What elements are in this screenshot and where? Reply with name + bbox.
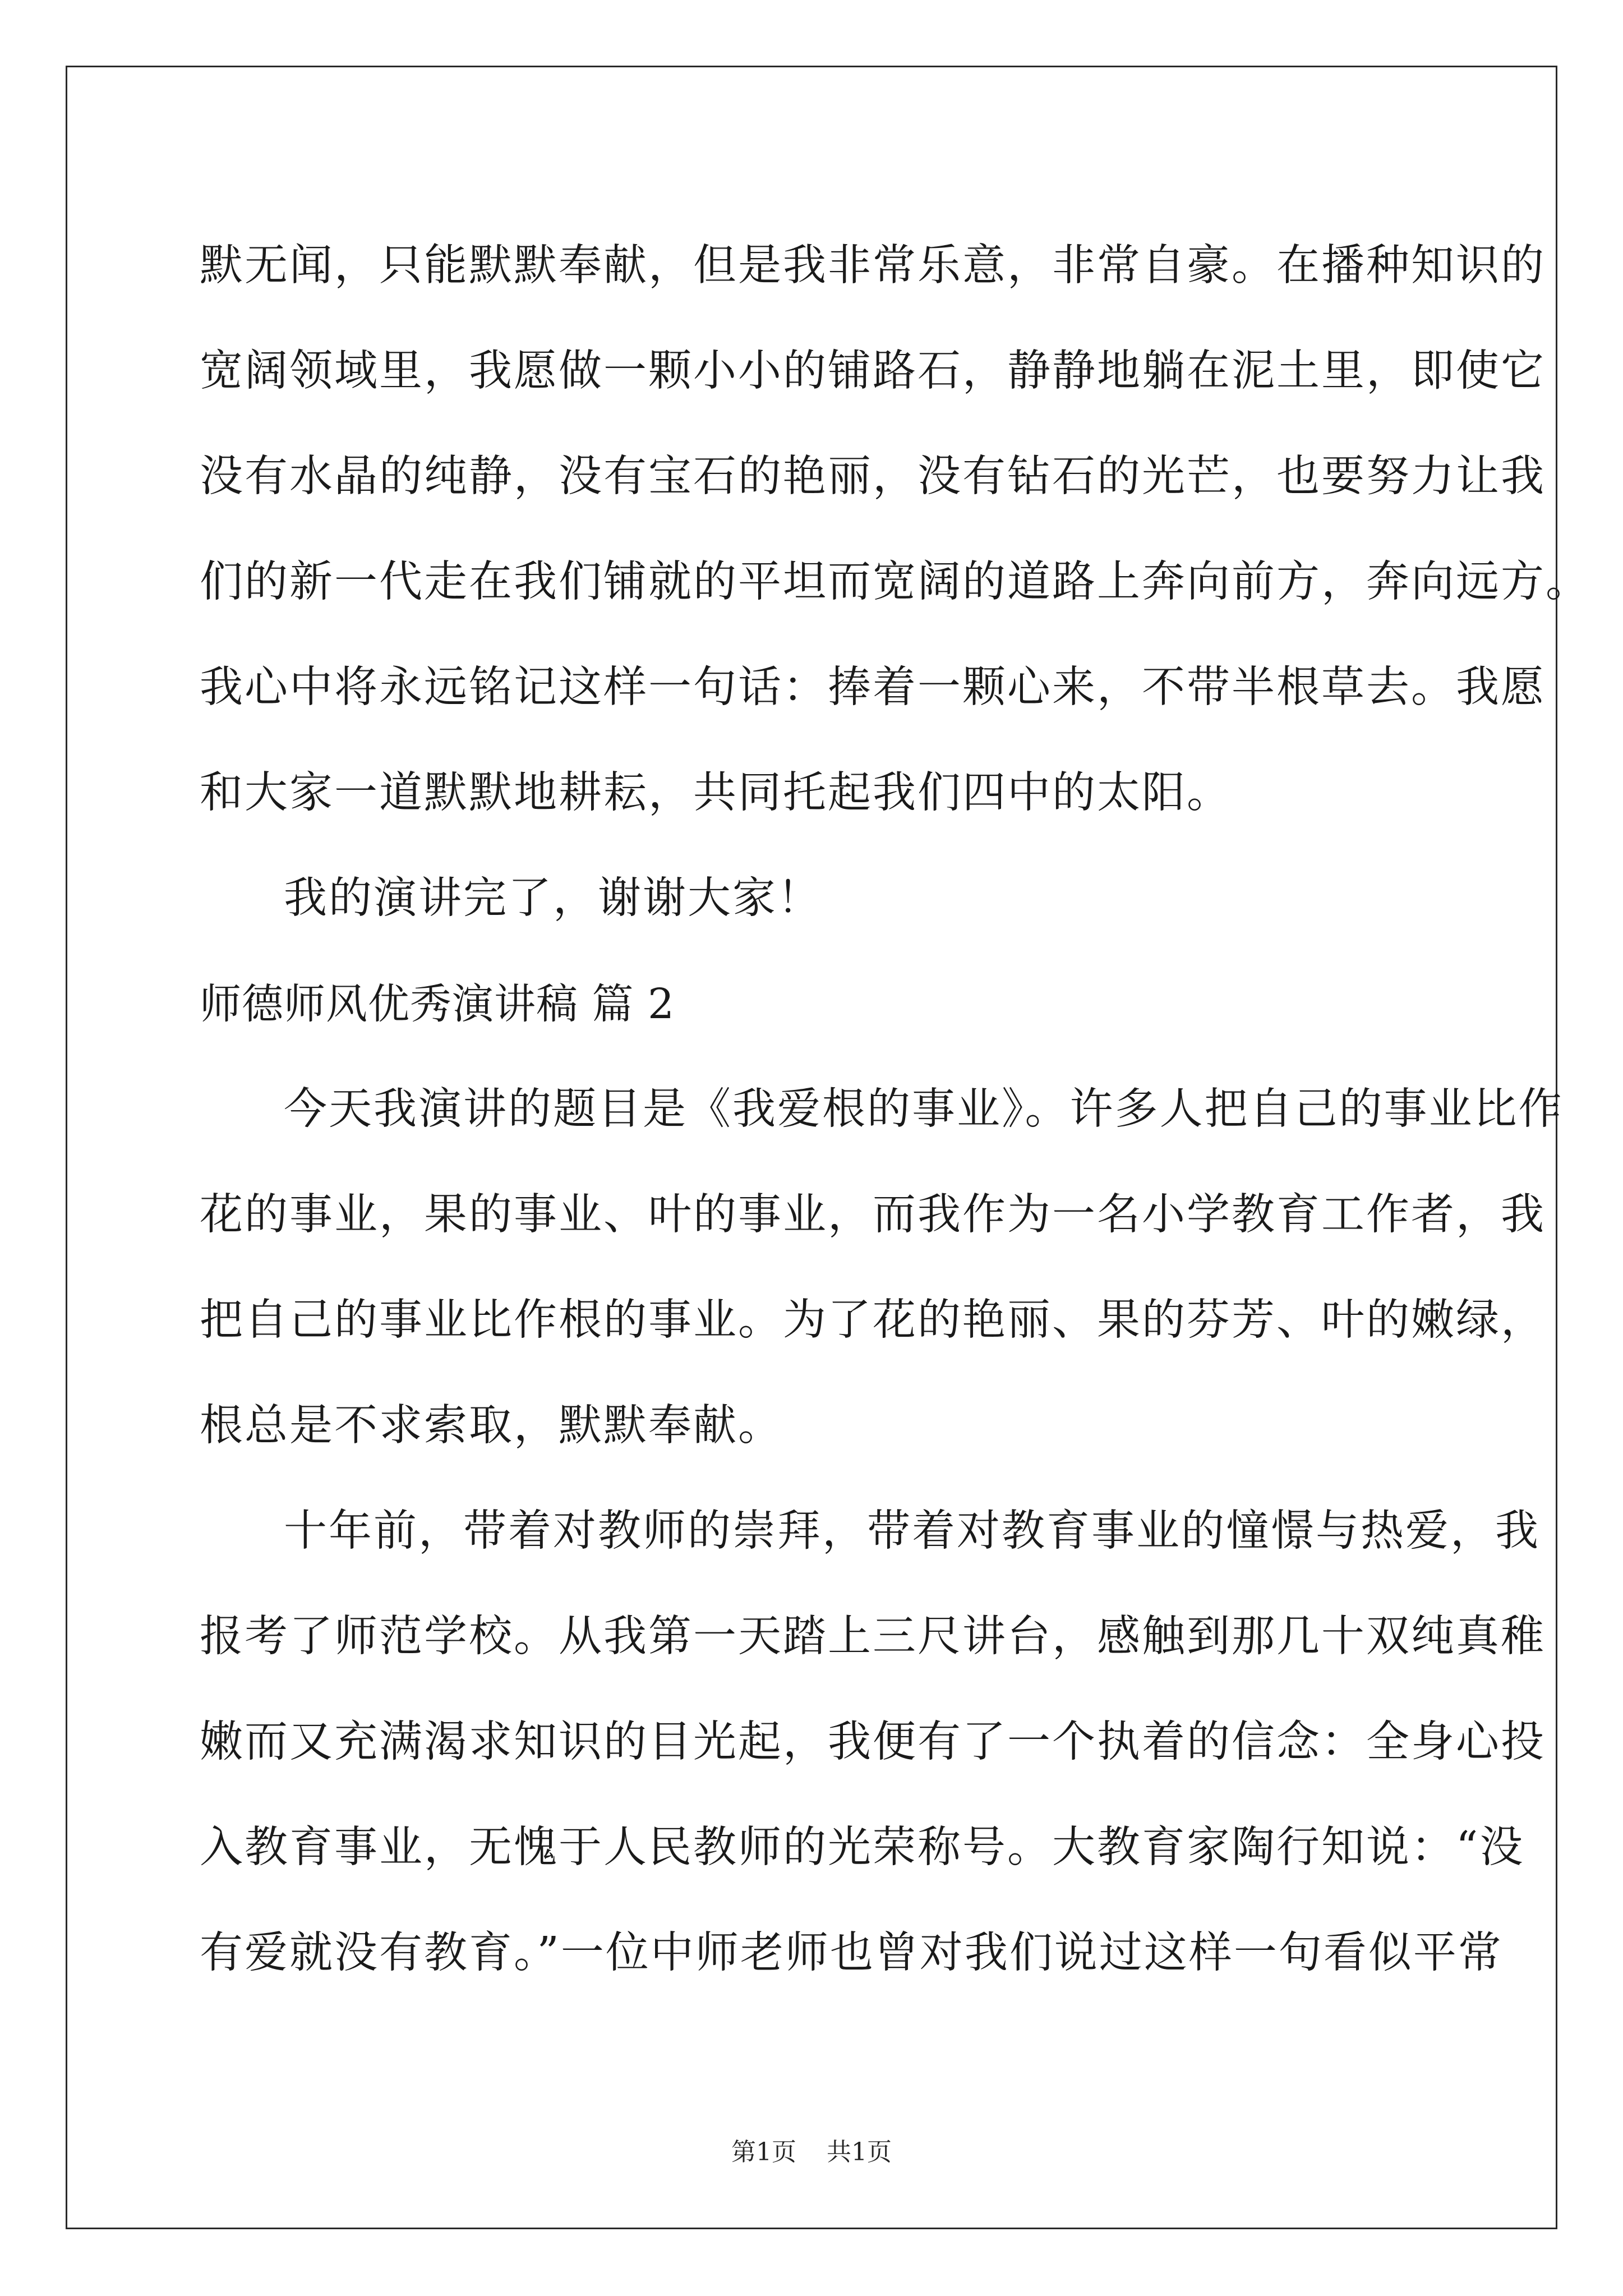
document-body xyxy=(200,213,1590,2006)
body-line-2: 宽阔领域里，我愿做一颗小小的铺路石，静静地躺在泥土里，即使它 xyxy=(200,346,1546,396)
body-line-15: 嫩而又充满渴求知识的目光起，我便有了一个执着的信念：全身心投 xyxy=(200,1717,1546,1767)
body-line-16: 入教育事业，无愧于人民教师的光荣称号。大教育家陶行知说：“没 xyxy=(200,1823,1525,1872)
body-line-10: 花的事业，果的事业、叶的事业，而我作为一名小学教育工作者，我 xyxy=(200,1190,1546,1240)
page-footer xyxy=(0,2132,1623,2168)
body-line-4: 们的新一代走在我们铺就的平坦而宽阔的道路上奔向前方，奔向远方。 xyxy=(200,557,1590,607)
section-heading: 师德师风优秀演讲稿 篇 2 xyxy=(200,980,675,1028)
body-line-13: 十年前，带着对教师的崇拜，带着对教育事业的憧憬与热爱，我 xyxy=(284,1506,1540,1556)
page-number-current: 第1页 xyxy=(731,2138,796,2166)
body-line-11: 把自己的事业比作根的事业。为了花的艳丽、果的芬芳、叶的嫩绿， xyxy=(200,1295,1546,1345)
body-line-17: 有爱就没有教育。”一位中师老师也曾对我们说过这样一句看似平常 xyxy=(200,1928,1503,1978)
body-line-14: 报考了师范学校。从我第一天踏上三尺讲台，感触到那几十双纯真稚 xyxy=(200,1612,1546,1662)
body-line-6: 和大家一道默默地耕耘，共同托起我们四中的太阳。 xyxy=(200,768,1232,818)
body-line-1: 默无闻，只能默默奉献，但是我非常乐意，非常自豪。在播种知识的 xyxy=(200,241,1546,291)
closing-line: 我的演讲完了，谢谢大家！ xyxy=(284,873,822,923)
body-line-5: 我心中将永远铭记这样一句话：捧着一颗心来，不带半根草去。我愿 xyxy=(200,662,1546,712)
body-line-9: 今天我演讲的题目是《我爱根的事业》。许多人把自己的事业比作 xyxy=(284,1084,1564,1134)
body-line-3: 没有水晶的纯静，没有宝石的艳丽，没有钻石的光芒，也要努力让我 xyxy=(200,452,1546,501)
body-line-12: 根总是不求索取，默默奉献。 xyxy=(200,1401,783,1451)
page-number-total: 共1页 xyxy=(827,2138,892,2166)
